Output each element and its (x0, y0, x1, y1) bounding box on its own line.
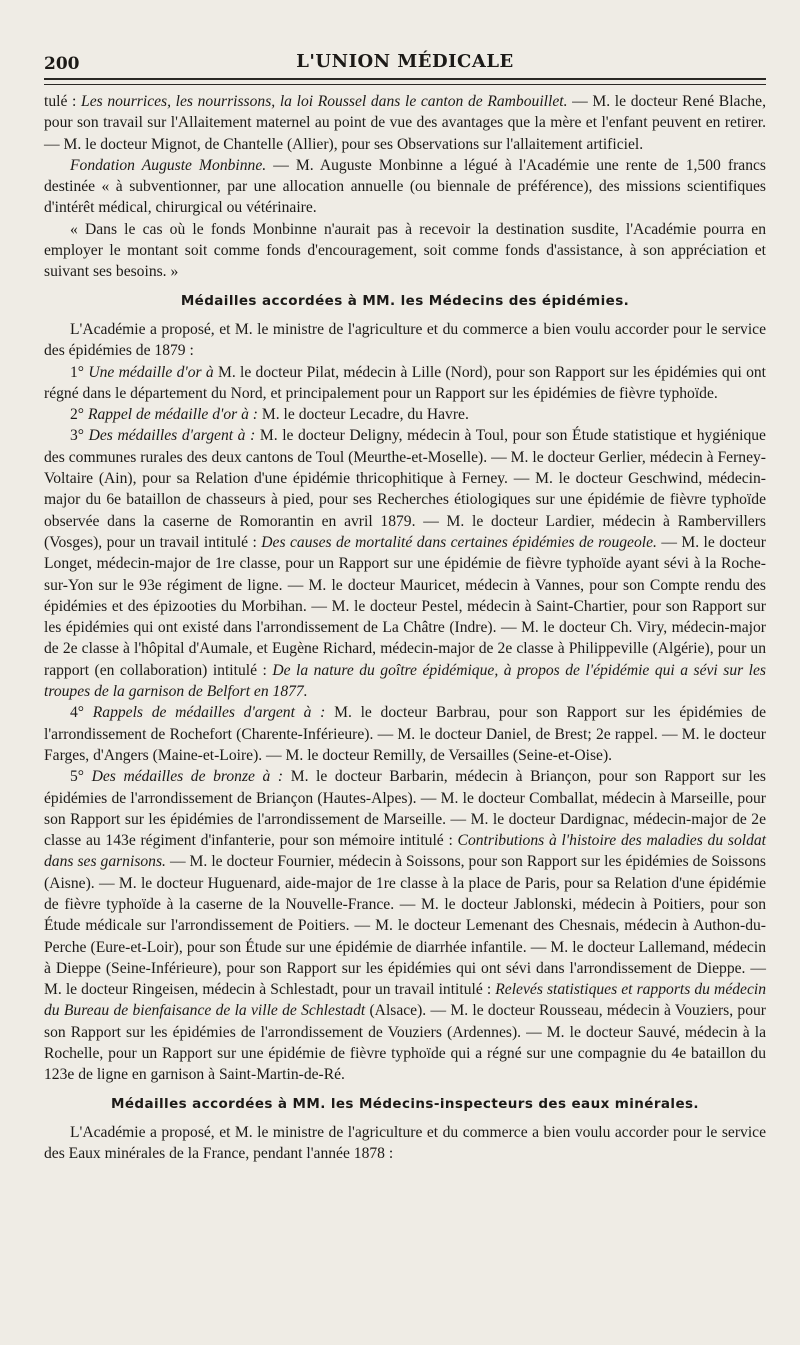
paragraph (44, 1122, 766, 1165)
italic-text: De la nature du goître épidémique, à propos de l'épidémie qui a sévi sur les troupes de la garnison de Belfort en 1877. (44, 661, 766, 701)
running-header (44, 48, 766, 80)
text-run: M. le docteur Pilat, médecin à Lille (Nord), pour son Rapport sur les épidémies qui ont régné dans le département du Nord, et principalement pour un Rapport sur les épidémies de fièvre typhoïde. (44, 363, 767, 402)
text-run: 3° (70, 427, 89, 445)
paragraph (44, 702, 766, 766)
italic-text: Des médailles de bronze à : (91, 768, 284, 786)
section-heading-epidemics: Médailles accordées à MM. les Médecins des épidémies. (180, 292, 630, 309)
text-run: M. le docteur Barbrau, pour son Rapport sur les épidémies de l'arrondissement de Rochefort (Charente-Inférieure). — M. le docteur Daniel, de Brest; 2e rappel. — M. le docteur Farges, d'Angers (Maine-et-Loire). — M. le docteur Remilly, de Versailles (Seine-et-Oise). (44, 704, 767, 764)
text-run: « Dans le cas où le fonds Monbinne n'aurait pas à recevoir la destination susdite, l'Académie pourra en employer le montant soit comme fonds d'encouragement, soit comme fonds d'assistance, à son appréciation et suivant ses besoins. » (44, 220, 766, 281)
paragraph (44, 91, 766, 155)
paragraph (44, 362, 766, 405)
text-run: — M. le docteur Longet, médecin-major de 1re classe, pour un Rapport sur une épidémie de fièvre typhoïde ayant sévi à la Roche-sur-Yon sur le 93e régiment de ligne. — M. le docteur Mauricet, médecin à Vannes, pour son Compte rendu des épidémies et des épizooties du Morbihan. — M. le docteur Pestel, médecin à Saint-Chartier, pour son Rapport sur les épidémies qui ont existé dans l'arrondissement de La Châtre (Indre). — M. le docteur Ch. Viry, médecin-major de 2e classe à l'hôpital d'Aumale, et Eugène Richard, médecin-major de 2e classe à Philippeville (Algérie), pour un rapport (en collaboration) intitulé : (44, 533, 767, 679)
text-run: 2° (70, 406, 88, 424)
paragraph (44, 219, 766, 283)
text-run: L'Académie a proposé, et M. le ministre de l'agriculture et du commerce a bien voulu accorder pour le service des épidémies de 1879 : (44, 320, 766, 360)
text-run: M. le docteur Lecadre, du Havre. (258, 406, 469, 424)
text-run: 4° (70, 704, 93, 722)
text-run: (Alsace). — M. le docteur Rousseau, médecin à Vouziers, pour son Rapport sur les épidémies de l'arrondissement de Vouziers (Ardennes). — M. le docteur Sauvé, médecin à la Rochelle, pour un Rapport sur une épidémie de fièvre typhoïde qui a régné sur une compagnie du 4e bataillon du 123e de ligne en garnison à Saint-Martin-de-Ré. (44, 1002, 766, 1084)
italic-text: Fondation Auguste Monbinne. (70, 156, 267, 174)
paragraph (44, 766, 766, 1085)
italic-text: Contributions à l'histoire des maladies du soldat dans ses garnisons. (44, 832, 766, 871)
italic-text: Rappel de médaille d'or à : (87, 406, 258, 424)
italic-text: Les nourrices, les nourrissons, la loi Roussel dans le canton de Rambouillet. (81, 93, 568, 110)
italic-text: Relevés statistiques et rapports du médecin du Bureau de bienfaisance de la ville de Schlestadt (44, 981, 767, 1020)
text-run: 5° (70, 768, 92, 786)
text-run: 1° (70, 363, 89, 381)
text-run: — M. le docteur René Blache, pour son travail sur l'Allaitement maternel au point de vue des avantages que la mère et l'enfant peuvent en retirer. — M. le docteur Mignot, de Chantelle (Allier), pour ses Observations sur l'allaitement artificiel. (44, 93, 766, 153)
paragraph (44, 155, 766, 219)
paragraph (44, 404, 766, 425)
section-heading-mineral-waters: Médailles accordées à MM. les Médecins-inspecteurs des eaux minérales. (111, 1095, 699, 1112)
page-number: 200 (44, 54, 80, 74)
paragraph (44, 425, 766, 702)
italic-text: Rappels de médailles d'argent à : (92, 704, 326, 722)
journal-title: L'UNION MÉDICALE (296, 51, 514, 72)
italic-text: Des causes de mortalité dans certaines épidémies de rougeole. (261, 533, 657, 551)
text-run: tulé : (44, 93, 82, 110)
header-rule (44, 84, 766, 85)
text-run: L'Académie a proposé, et M. le ministre de l'agriculture et du commerce a bien voulu accorder pour le service des Eaux minérales de la France, pendant l'année 1878 : (44, 1123, 766, 1163)
text-run: M. le docteur Deligny, médecin à Toul, pour son Étude statistique et hygiénique des communes rurales des deux cantons de Toul (Meurthe-et-Moselle). — M. le docteur Gerlier, médecin à Ferney-Voltaire (Ain), pour sa Relation d'une épidémie thricophitique à Ferney. — M. le docteur Geschwind, médecin-major du 6e bataillon de chasseurs à pied, pour ses Recherches étiologiques sur une épidémie de fièvre typhoïde observée dans la caserne de Romorantin en avril 1879. — M. le docteur Lardier, médecin à Rambervillers (Vosges), pour un travail intitulé : (44, 427, 766, 551)
text-run: — M. le docteur Fournier, médecin à Soissons, pour son Rapport sur les épidémies de Soissons (Aisne). — M. le docteur Huguenard, aide-major de 1re classe à la place de Paris, pour sa Relation d'une épidémie de fièvre typhoïde à la caserne de la Nouvelle-France. — M. le docteur Jablonski, médecin à Poitiers, pour son Étude médicale sur l'arrondissement de Poitiers. — M. le docteur Lemenant des Chesnais, médecin à Authon-du-Perche (Eure-et-Loir), pour son Étude sur une épidémie de diarrhée infantile. — M. le docteur Lallemand, médecin à Dieppe (Seine-Inférieure), pour son Rapport sur les épidémies qui ont sévi dans l'arrondissement de Dieppe. — M. le docteur Ringeisen, médecin à Schlestadt, pour un travail intitulé : (44, 853, 766, 999)
text-run: — M. Auguste Monbinne a légué à l'Académie une rente de 1,500 francs destinée « à subventionner, par une allocation annuelle (ou biennale de préférence), des missions scientifiques d'intérêt médical, chirurgical ou vétérinaire. (44, 156, 766, 217)
italic-text: Une médaille d'or à (88, 363, 214, 381)
body-text (44, 91, 766, 1165)
text-run: M. le docteur Barbarin, médecin à Briançon, pour son Rapport sur les épidémies de l'arrondissement de Briançon (Hautes-Alpes). — M. le docteur Comballat, médecin à Marseille, pour son Rapport sur les épidémies de l'arrondissement de Marseille. — M. le docteur Dardignac, médecin-major de 2e classe au 143e régiment d'infanterie, pour son mémoire intitulé : (44, 768, 766, 850)
paragraph (44, 319, 766, 362)
italic-text: Des médailles d'argent à : (88, 427, 256, 445)
